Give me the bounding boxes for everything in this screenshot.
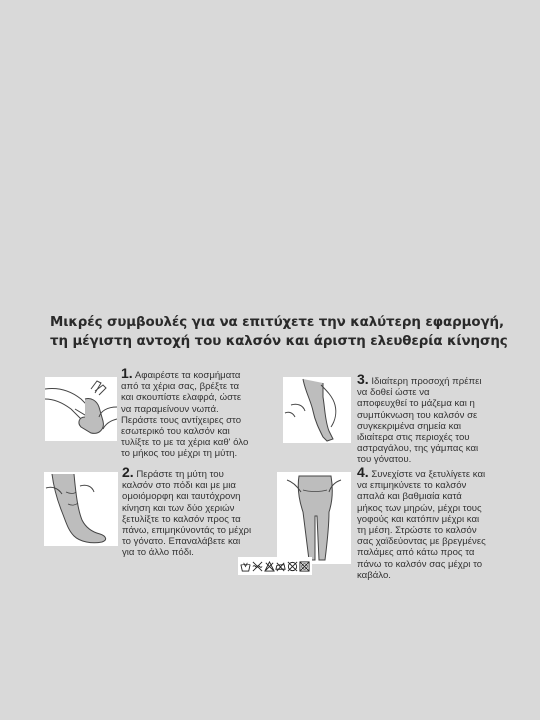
step-1-line-5: Περάστε τους αντίχειρες στο [121, 414, 242, 426]
step-2-illustration [44, 472, 118, 546]
step-4-illustration [277, 472, 351, 564]
legs-icon [283, 377, 351, 443]
step-3-line-6: ιδιαίτερα στις περιοχές του [357, 432, 470, 444]
step-1-line-8: το μήκος του μέχρι τη μύτη. [121, 448, 238, 460]
step-3-number: 3. [357, 371, 369, 387]
step-4-line-5: γοφούς και κατόπιν μέχρι και [357, 513, 480, 525]
step-4-line-10: καβάλο. [357, 569, 391, 581]
step-2-line-4: κίνηση και των δύο χεριών [122, 502, 235, 514]
hands-rolling-hosiery-icon [45, 377, 117, 441]
step-1-line-7: τυλίξτε το με τα χέρια καθ' όλο [121, 437, 249, 449]
step-2-line-2: καλσόν στο πόδι και με μια [122, 480, 236, 492]
step-2-line-1: Περάστε τη μύτη του [136, 469, 224, 480]
step-1-line-3: και σκουπίστε ελαφρά, ώστε [121, 392, 242, 404]
step-1-line-4: να παραμείνουν νωπά. [121, 403, 219, 415]
step-4-line-3: απαλά και βαθμιαία κατά [357, 491, 462, 503]
title-line-1: Μικρές συμβουλές για να επιτύχετε την καλύτερη εφαρμογή, [50, 315, 504, 330]
step-2 [122, 466, 282, 559]
step-2-number: 2. [122, 464, 134, 480]
step-2-line-8: για το άλλο πόδι. [122, 547, 194, 559]
step-2-line-3: ομοιόμορφη και ταυτόχρονη [122, 491, 241, 503]
step-4-line-4: μήκος των μηρών, μέχρι τους [357, 502, 482, 514]
step-3-line-2: να δοθεί ώστε να [357, 387, 430, 399]
step-4-number: 4. [357, 464, 369, 480]
step-4-line-8: παλάμες από κάτω προς τα [357, 547, 475, 559]
care-symbols [238, 557, 312, 575]
no-iron-icon [275, 561, 286, 572]
no-dry-clean-icon [287, 561, 298, 572]
step-3-line-1: Ιδιαίτερη προσοχή πρέπει [371, 376, 482, 387]
title-line-2: τη μέγιστη αντοχή του καλσόν και άριστη ελευθερία κίνησης [50, 334, 508, 349]
step-2-line-5: ξετυλίξτε το καλσόν προς τα [122, 513, 241, 525]
hand-wash-icon [240, 561, 251, 572]
step-2-line-7: το γόνατο. Επαναλάβετε και [122, 536, 241, 548]
step-3-illustration [283, 377, 351, 443]
step-3 [357, 373, 517, 466]
step-4 [357, 466, 517, 581]
step-4-line-9: πάνω το καλσόν σας μέχρι το [357, 558, 483, 570]
step-3-line-4: συμπύκνωση του καλσόν σε [357, 409, 478, 421]
hips-legs-icon [277, 472, 351, 564]
step-3-line-8: του γόνατου. [357, 454, 412, 466]
foot-hosiery-icon [44, 472, 118, 546]
step-1-line-1: Αφαιρέστε τα κοσμήματα [134, 370, 241, 381]
step-1-line-6: εσωτερικό του καλσόν και [121, 426, 230, 438]
no-bleach-icon [264, 561, 275, 572]
no-wring-icon [252, 561, 263, 572]
no-tumble-dry-icon [299, 561, 310, 572]
step-1-line-2: από τα χέρια σας, βρέξτε τα [121, 381, 240, 393]
step-3-line-3: αποφευχθεί το μάζεμα και η [357, 398, 475, 410]
step-3-line-5: συγκεκριμένα σημεία και [357, 420, 461, 432]
step-1-illustration [45, 377, 117, 441]
step-1-number: 1. [121, 365, 133, 381]
step-4-line-1: Συνεχίστε να ξετυλίγετε και [371, 469, 486, 480]
step-4-line-7: σας χαϊδεύοντας με βρεγμένες [357, 536, 486, 548]
step-3-line-7: αστραγάλου, της γάμπας και [357, 443, 479, 455]
step-4-line-2: να επιμηκύνετε το καλσόν [357, 480, 467, 492]
step-2-line-6: πάνω, επιμηκύνοντάς το μέχρι [122, 525, 252, 537]
step-4-line-6: τη μέση. Στρώστε το καλσόν [357, 525, 477, 537]
page-title [50, 313, 510, 351]
step-1 [121, 367, 281, 460]
